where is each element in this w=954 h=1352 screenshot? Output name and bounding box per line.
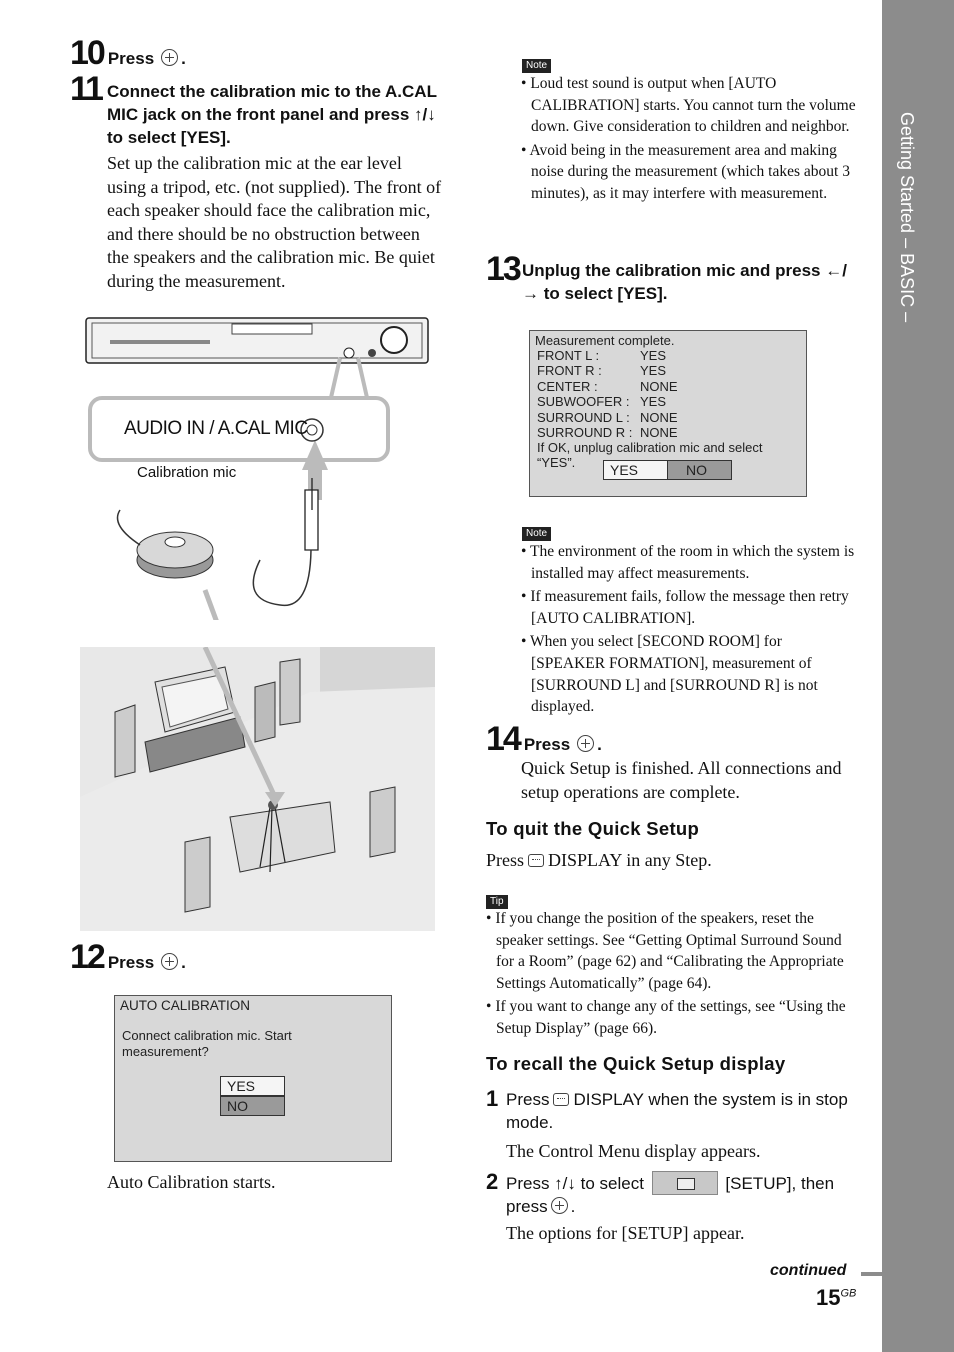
page-number: $15^{GB}$ xyxy=(816,1285,857,1310)
screen-title: Measurement complete. xyxy=(535,333,675,348)
measurement-results xyxy=(537,348,678,440)
result-row: SURROUND L : NONE xyxy=(537,409,678,425)
note-item: • The environment of the room in which the system is installed may affect measurements. xyxy=(521,543,855,582)
note-item: • Loud test sound is output when [AUTO CALIBRATION] starts. You cannot turn the volume down. Give consideration to children and neighbor. xyxy=(521,75,856,136)
note-2-list xyxy=(521,541,856,720)
step-12: 12 Press . xyxy=(70,938,186,976)
step-14-body: Quick Setup is finished. All connections and setup operations are complete. xyxy=(521,758,842,802)
option-no[interactable]: NO xyxy=(667,460,732,480)
note-1-list xyxy=(521,73,856,207)
step-press-text: Press xyxy=(107,953,155,972)
note-badge: Note xyxy=(522,55,551,73)
step-number: 10 xyxy=(70,34,104,72)
calibration-mic-illustration xyxy=(80,310,440,620)
recall-step-2-result: The options for [SETUP] appear. xyxy=(506,1223,745,1243)
recall-step-2-line1: Press ↑/↓ to select [SETUP], then xyxy=(506,1171,834,1195)
screen-footer-2: “YES”. xyxy=(537,455,576,470)
screen-footer: If OK, unplug calibration mic and select xyxy=(537,440,763,455)
step-11-title: Connect the calibration mic to the A.CAL MIC jack on the front panel and press ↑/↓ to select [YES]. xyxy=(107,82,437,147)
enter-button-icon xyxy=(577,735,594,752)
step-10: 10 Press . xyxy=(70,34,186,72)
quit-instructions: Press DISPLAY in any Step. xyxy=(486,850,712,870)
note-badge: Note xyxy=(522,523,551,541)
option-no[interactable]: NO xyxy=(220,1096,285,1116)
setup-toolbox-icon xyxy=(652,1171,718,1195)
screen-title: AUTO CALIBRATION xyxy=(120,998,251,1013)
step-press-text: Press xyxy=(523,735,571,754)
display-button-icon xyxy=(553,1093,569,1106)
continued-label: continued xyxy=(770,1262,847,1279)
option-yes[interactable]: YES xyxy=(603,460,668,480)
step-number: 11 xyxy=(70,70,102,108)
screen-message: Connect calibration mic. Start measurement? xyxy=(122,1028,292,1059)
enter-button-icon xyxy=(161,953,178,970)
section-sidebar xyxy=(882,0,954,1352)
tip-badge: Tip xyxy=(486,891,508,909)
result-row: SUBWOOFER : YES xyxy=(537,394,667,410)
auto-calibration-screen xyxy=(114,995,392,1162)
measurement-complete-screen xyxy=(529,330,807,497)
continued-bar xyxy=(861,1272,882,1276)
section-sidebar-label: Getting Started – BASIC – xyxy=(897,112,917,323)
enter-button-icon xyxy=(551,1197,568,1214)
option-yes[interactable]: YES xyxy=(220,1076,285,1096)
recall-step-1-result: The Control Menu display appears. xyxy=(506,1141,761,1161)
tip-item: • If you change the position of the speakers, reset the speaker settings. See “Getting Optimal Surround Sound for a Room” (page 62) and “Calibrating the Appropriate Settings Automatically” (page 64). xyxy=(486,910,844,992)
recall-step-1: Press DISPLAY when the system is in stop mode. xyxy=(506,1090,848,1132)
note-item: • Avoid being in the measurement area and making noise during the measurement (which takes about 3 minutes), as it may interfere with measurement. xyxy=(521,141,850,202)
calibration-mic-label: Calibration mic xyxy=(137,464,237,481)
result-row: FRONT L : YES xyxy=(537,348,667,363)
step-number: 12 xyxy=(70,938,104,976)
tip-item: • If you want to change any of the settings, see “Using the Setup Display” (page 66). xyxy=(486,998,846,1037)
step-13-title: Unplug the calibration mic and press ←/→ to select [YES]. xyxy=(522,261,847,303)
tip-list xyxy=(486,908,858,1042)
step-press-text: Press xyxy=(107,49,155,68)
note-item: • When you select [SECOND ROOM] for [SPEAKER FORMATION], measurement of [SURROUND L] and [SURROUND R] is not displayed. xyxy=(521,633,818,716)
enter-button-icon xyxy=(161,49,178,66)
result-row: CENTER : NONE xyxy=(537,378,678,394)
result-row: FRONT R : YES xyxy=(537,363,667,379)
room-setup-illustration xyxy=(80,647,435,931)
jack-label: AUDIO IN / A.CAL MIC xyxy=(124,418,308,439)
substep-number: 2 xyxy=(486,1169,499,1194)
step-12-result: Auto Calibration starts. xyxy=(107,1172,276,1192)
step-14: 14 Press . xyxy=(486,720,602,758)
step-number: 13 xyxy=(486,250,520,288)
quit-heading: To quit the Quick Setup xyxy=(486,818,700,839)
substep-number: 1 xyxy=(486,1086,499,1111)
display-button-icon xyxy=(528,854,544,867)
recall-step-2-line2: press . xyxy=(506,1197,576,1216)
step-number: 14 xyxy=(486,720,520,758)
recall-heading: To recall the Quick Setup display xyxy=(486,1053,786,1074)
step-11-body: Set up the calibration mic at the ear level using a tripod, etc. (not supplied). The front of each speaker should face the calibration mic, and there should be no obstruction between the speakers and the calibration mic. Be quiet during the measurement. xyxy=(107,153,442,291)
note-item: • If measurement fails, follow the message then retry [AUTO CALIBRATION]. xyxy=(521,588,849,627)
result-row: SURROUND R : NONE xyxy=(537,425,678,441)
